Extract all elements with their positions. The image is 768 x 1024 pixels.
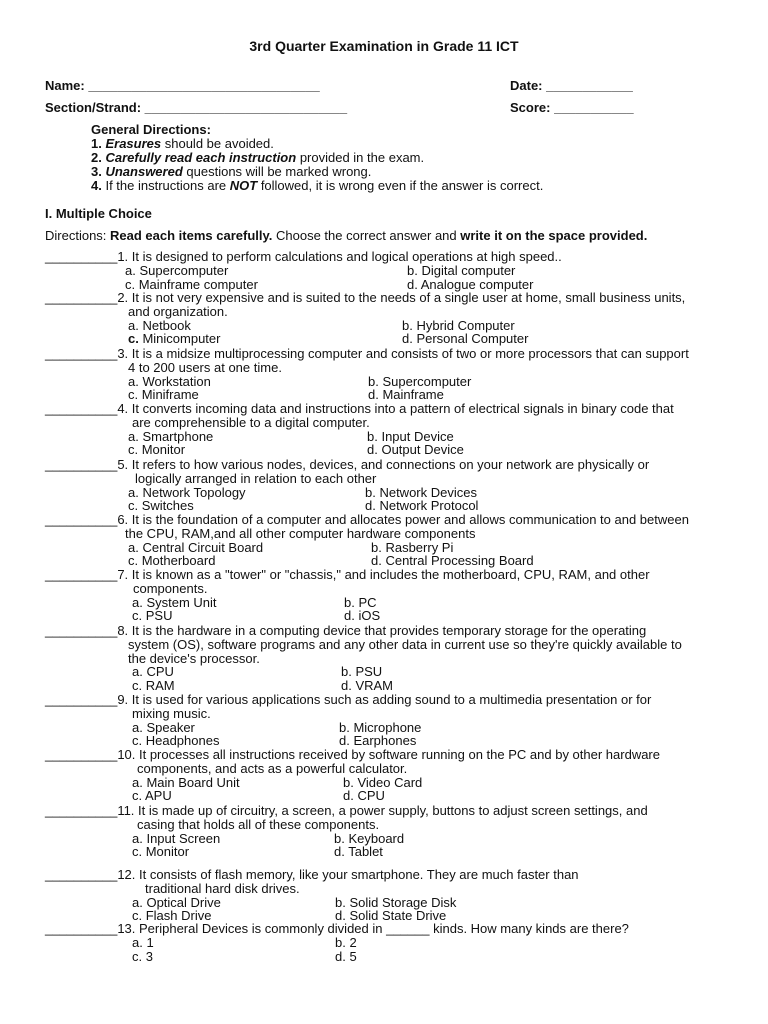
question-item: [45, 803, 745, 860]
answer-option: a. Optical Drive: [132, 894, 221, 910]
answer-option: c. Miniframe: [128, 387, 199, 403]
answer-option: c. APU: [132, 788, 172, 804]
answer-blank[interactable]: __________: [45, 803, 118, 818]
answer-option: c. Mainframe computer: [125, 276, 258, 292]
answer-option: d. Tablet: [334, 844, 383, 860]
answer-option: d. CPU: [343, 788, 385, 804]
answer-option: a. Central Circuit Board: [128, 539, 264, 555]
question-item: [45, 290, 745, 347]
question-item: [45, 567, 745, 624]
answer-option: c. Headphones: [132, 733, 220, 749]
answer-option: c. Minicomputer: [128, 331, 221, 347]
answer-option: c. PSU: [132, 608, 173, 624]
answer-blank[interactable]: __________: [45, 867, 118, 882]
answer-blank[interactable]: __________: [45, 567, 118, 582]
date-field[interactable]: Date: ____________: [510, 78, 633, 93]
question-text: 4. It converts incoming data and instructions into a pattern of electrical signals in binary code that: [117, 401, 674, 416]
section-instructions: Directions: Read each items carefully. Choose the correct answer and write it on the space provided.: [45, 228, 648, 243]
direction-item: 1. Erasures should be avoided.: [91, 136, 274, 151]
direction-item: 2. Carefully read each instruction provided in the exam.: [91, 150, 425, 165]
question-text: 3. It is a midsize multiprocessing computer and consists of two or more processors that can support: [117, 346, 689, 361]
question-text-continued: traditional hard disk drives.: [145, 880, 300, 896]
answer-option: b. Supercomputer: [368, 373, 472, 389]
general-directions: [91, 123, 543, 193]
question-item: [45, 346, 745, 403]
answer-blank[interactable]: __________: [45, 512, 118, 527]
answer-option: a. CPU: [132, 664, 174, 680]
direction-item: 3. Unanswered questions will be marked wrong.: [91, 164, 372, 179]
question-text-continued: components, and acts as a powerful calculator.: [137, 760, 408, 776]
answer-option: c. Flash Drive: [132, 908, 212, 924]
answer-option: a. Speaker: [132, 719, 195, 735]
answer-option: b. PC: [344, 594, 377, 610]
question-text-continued: 4 to 200 users at one time.: [128, 359, 282, 375]
score-field[interactable]: Score: ___________: [510, 100, 634, 115]
answer-option: d. Analogue computer: [407, 276, 534, 292]
question-text-continued: mixing music.: [132, 705, 211, 721]
question-text: 8. It is the hardware in a computing device that provides temporary storage for the operating: [117, 623, 647, 638]
answer-blank[interactable]: __________: [45, 401, 118, 416]
question-text: 13. Peripheral Devices is commonly divided in ______ kinds. How many kinds are there?: [117, 921, 629, 936]
answer-option: c. RAM: [132, 678, 175, 694]
question-item: [45, 747, 745, 804]
answer-option: b. Rasberry Pi: [371, 539, 454, 555]
answer-option: c. Switches: [128, 498, 194, 514]
question-text: 1. It is designed to perform calculations and logical operations at high speed..: [117, 249, 562, 264]
answer-option: b. Solid Storage Disk: [335, 894, 457, 910]
name-field[interactable]: Name: ________________________________: [45, 78, 320, 93]
question-text: 10. It processes all instructions received by software running on the PC and by other hardware: [117, 747, 660, 762]
question-text-continued: logically arranged in relation to each other: [135, 470, 377, 486]
answer-option: a. Smartphone: [128, 428, 214, 444]
answer-option: a. 1: [132, 934, 154, 950]
answer-option: a. Input Screen: [132, 830, 221, 846]
question-item: [45, 623, 745, 694]
question-text: 7. It is known as a "tower" or "chassis," and includes the motherboard, CPU, RAM, and other: [117, 567, 650, 582]
question-text-continued: system (OS), software programs and any other data in current use so they're quickly available to: [128, 636, 682, 652]
general-directions-heading: General Directions:: [91, 122, 211, 137]
question-text-continued: the device's processor.: [128, 650, 260, 666]
answer-blank[interactable]: __________: [45, 346, 118, 361]
answer-blank[interactable]: __________: [45, 921, 118, 936]
answer-option: b. Input Device: [367, 428, 454, 444]
question-item: [45, 692, 745, 749]
answer-option: d. Solid State Drive: [335, 908, 447, 924]
section-title: I. Multiple Choice: [45, 206, 152, 221]
answer-option: b. Digital computer: [407, 262, 516, 278]
answer-blank[interactable]: __________: [45, 692, 118, 707]
question-text: 2. It is not very expensive and is suited to the needs of a single user at home, small business units,: [117, 290, 686, 305]
question-text: 5. It refers to how various nodes, devices, and connections on your network are physically or: [117, 457, 650, 472]
answer-option: b. 2: [335, 934, 357, 950]
answer-option: b. Network Devices: [365, 484, 477, 500]
answer-option: c. Monitor: [128, 442, 186, 458]
answer-option: d. Mainframe: [368, 387, 444, 403]
answer-option: b. Video Card: [343, 774, 423, 790]
question-item: [45, 401, 745, 458]
answer-option: d. Central Processing Board: [371, 553, 534, 569]
question-text: 11. It is made up of circuitry, a screen, a power supply, buttons to adjust screen settings, and: [117, 803, 648, 818]
question-text-continued: and organization.: [128, 303, 228, 319]
answer-option: d. 5: [335, 948, 357, 964]
answer-option: d. Earphones: [339, 733, 417, 749]
question-item: [45, 512, 745, 569]
answer-option: a. System Unit: [132, 594, 217, 610]
answer-option: b. Microphone: [339, 719, 422, 735]
answer-option: a. Workstation: [128, 373, 211, 389]
answer-blank[interactable]: __________: [45, 623, 118, 638]
answer-option: d. VRAM: [341, 678, 394, 694]
answer-option: b. Keyboard: [334, 830, 405, 846]
answer-option: a. Supercomputer: [125, 262, 229, 278]
answer-option: d. Network Protocol: [365, 498, 479, 514]
question-text: 6. It is the foundation of a computer and allocates power and allows communication to and between: [117, 512, 689, 527]
question-text: 12. It consists of flash memory, like your smartphone. They are much faster than: [117, 867, 579, 882]
answer-option: c. Monitor: [132, 844, 190, 860]
question-text-continued: casing that holds all of these components.: [137, 816, 380, 832]
question-text-continued: are comprehensible to a digital computer.: [132, 414, 370, 430]
answer-option: c. 3: [132, 948, 153, 964]
question-item: [45, 921, 745, 964]
question-text-continued: the CPU, RAM,and all other computer hardware components: [125, 525, 476, 541]
answer-option: b. Hybrid Computer: [402, 317, 515, 333]
answer-option: b. PSU: [341, 664, 383, 680]
answer-option: c. Motherboard: [128, 553, 216, 569]
section-strand-field[interactable]: Section/Strand: ____________________________: [45, 100, 348, 115]
question-text: 9. It is used for various applications such as adding sound to a multimedia presentation or for: [117, 692, 652, 707]
answer-blank[interactable]: __________: [45, 457, 118, 472]
question-item: [45, 867, 745, 924]
exam-title: 3rd Quarter Examination in Grade 11 ICT: [249, 38, 519, 54]
question-item: [45, 457, 745, 514]
answer-blank[interactable]: __________: [45, 290, 118, 305]
answer-option: a. Netbook: [128, 317, 191, 333]
answer-option: d. iOS: [344, 608, 381, 624]
answer-option: d. Output Device: [367, 442, 464, 458]
answer-option: a. Main Board Unit: [132, 774, 240, 790]
answer-option: a. Network Topology: [128, 484, 246, 500]
question-text-continued: components.: [133, 580, 208, 596]
answer-blank[interactable]: __________: [45, 747, 118, 762]
answer-option: d. Personal Computer: [402, 331, 529, 347]
direction-item: 4. If the instructions are NOT followed, it is wrong even if the answer is correct.: [91, 178, 544, 193]
question-item: [45, 249, 745, 292]
answer-blank[interactable]: __________: [45, 249, 118, 264]
